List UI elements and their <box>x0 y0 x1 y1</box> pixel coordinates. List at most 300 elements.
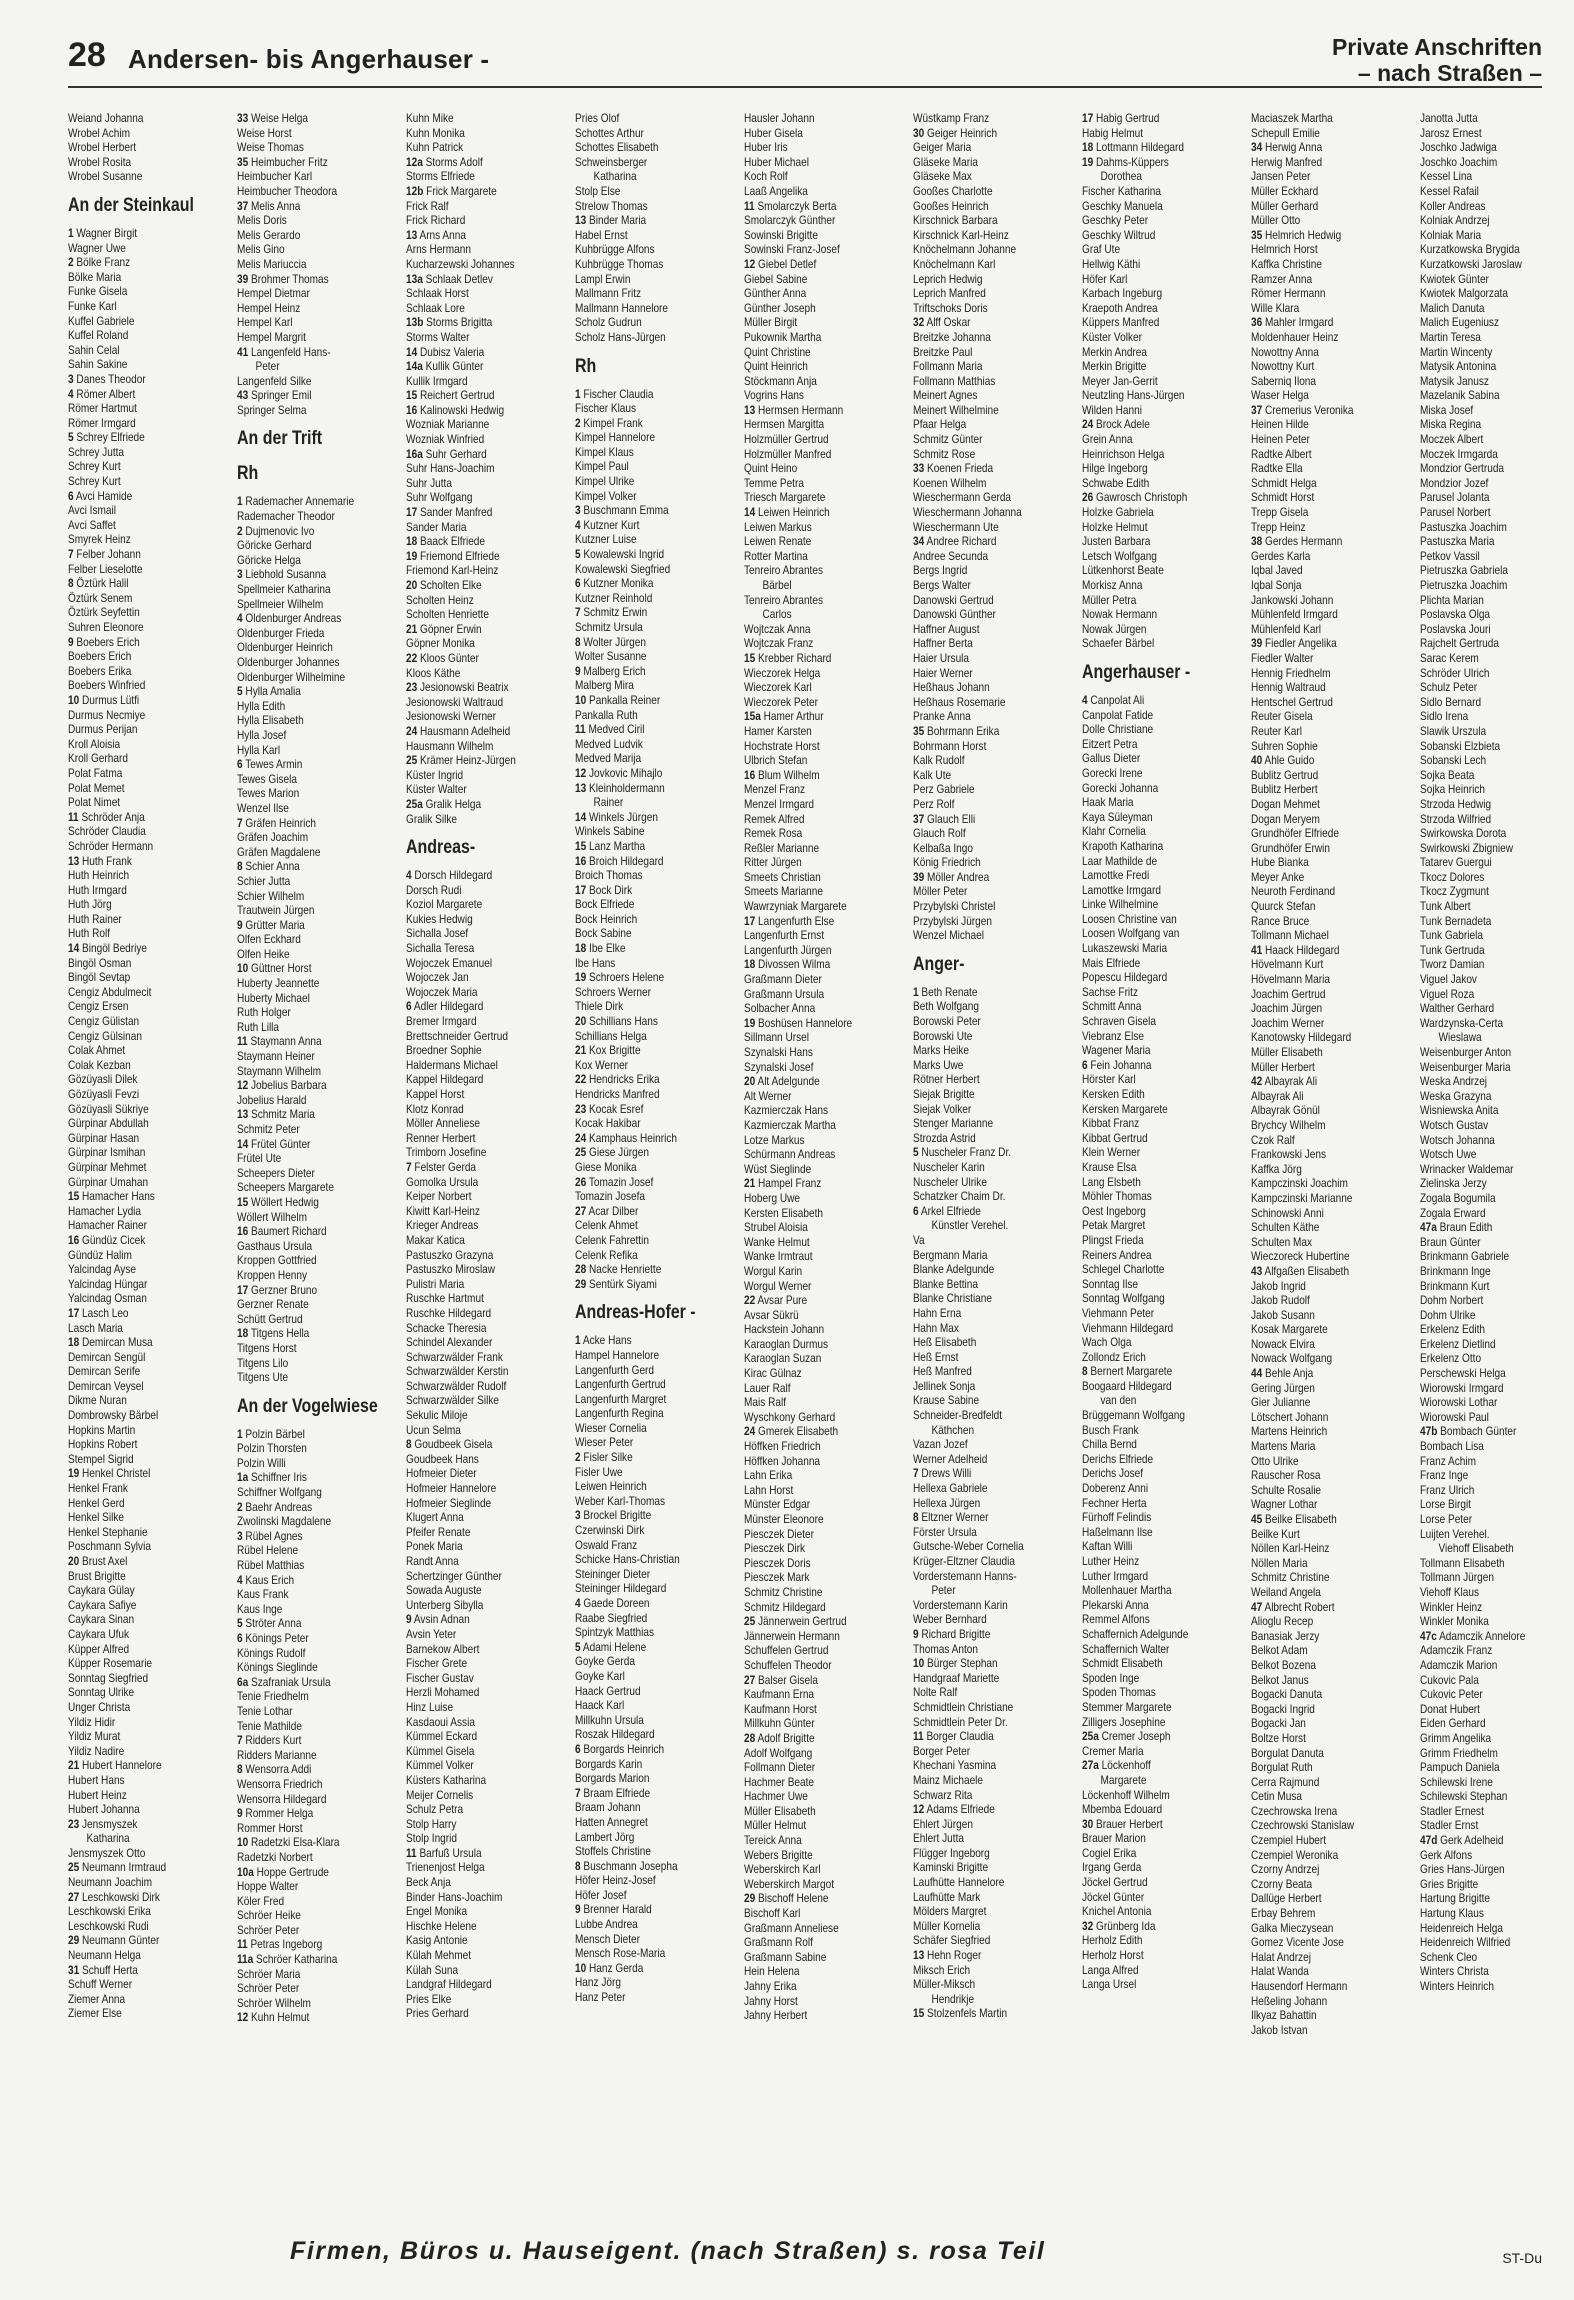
house-number: 3 <box>237 567 243 582</box>
resident-entry: 6 Arkel Elfriede <box>913 1203 981 1218</box>
resident-entry: Albayrak Gönül <box>1251 1103 1320 1118</box>
resident-entry: Gier Julianne <box>1251 1395 1311 1410</box>
street-heading: Rh <box>237 463 259 485</box>
resident-entry: 15 Wöllert Hedwig <box>237 1194 319 1209</box>
resident-entry: Caykara Safiye <box>68 1597 137 1612</box>
resident-entry: Dallüge Herbert <box>1251 1891 1322 1906</box>
resident-entry: 5 Kowalewski Ingrid <box>575 547 665 562</box>
resident-entry: Tereick Anna <box>744 1833 802 1848</box>
resident-entry: Bingöl Sevtap <box>68 970 131 985</box>
resident-entry: Hövelmann Maria <box>1251 972 1330 987</box>
resident-entry: Schulte Rosalie <box>1251 1482 1322 1497</box>
resident-entry: Nolte Ralf <box>913 1685 958 1700</box>
resident-entry: Mensch Rose-Maria <box>575 1946 666 1961</box>
house-number: 9 <box>575 1902 581 1917</box>
resident-entry: Wensorra Friedrich <box>237 1776 323 1791</box>
resident-entry: Kutzner Luise <box>575 532 637 547</box>
resident-entry: 18 Titgens Hella <box>237 1326 310 1341</box>
resident-entry: Tomazin Josefa <box>575 1189 646 1204</box>
resident-entry: Wöllert Wilhelm <box>237 1209 308 1224</box>
resident-entry: Suhr Jutta <box>406 475 452 490</box>
resident-entry: 10 Durmus Lütfi <box>68 692 140 707</box>
resident-entry: Danowski Günther <box>913 607 996 622</box>
house-number: 19 <box>406 548 418 563</box>
resident-entry: Oldenburger Frieda <box>237 625 325 640</box>
resident-entry: Nowack Elvira <box>1251 1336 1315 1351</box>
house-number: 12b <box>406 183 424 198</box>
section-title <box>1332 34 1542 86</box>
resident-entry: Plekarski Anna <box>1082 1597 1149 1612</box>
resident-entry: Meinert Wilhelmine <box>913 402 999 417</box>
resident-entry: Caykara Sinan <box>68 1612 135 1627</box>
resident-entry: 9 Grütter Maria <box>237 917 305 932</box>
resident-entry: 39 Möller Andrea <box>913 869 990 884</box>
resident-entry: Lamottke Fredi <box>1082 868 1150 883</box>
house-number: 19 <box>1082 154 1094 169</box>
house-number: 16 <box>575 853 587 868</box>
house-number: 9 <box>68 634 74 649</box>
resident-entry: Weise Thomas <box>237 140 304 155</box>
resident-entry: Pampuch Daniela <box>1420 1760 1500 1775</box>
resident-entry: Cogiel Erika <box>1082 1845 1137 1860</box>
resident-entry: Avsar Sükrü <box>744 1307 799 1322</box>
resident-entry: Höffken Friedrich <box>744 1439 821 1454</box>
resident-entry: Alt Werner <box>744 1088 792 1103</box>
resident-entry: 7 Gräfen Heinrich <box>237 815 317 830</box>
resident-entry: Stemmer Margarete <box>1082 1699 1172 1714</box>
resident-entry: Cetin Musa <box>1251 1789 1302 1804</box>
resident-entry: Hachmer Uwe <box>744 1789 808 1804</box>
resident-entry: Poschmann Sylvia <box>68 1539 151 1554</box>
resident-entry: Fischer Klaus <box>575 401 637 416</box>
house-number: 47c <box>1420 1628 1437 1643</box>
resident-entry: Koller Andreas <box>1420 198 1486 213</box>
resident-entry: Gürpinar Abdullah <box>68 1116 149 1131</box>
resident-entry: Stempel Sigrid <box>68 1451 134 1466</box>
house-number: 39 <box>913 869 925 884</box>
resident-entry: 8 Goudbeek Gisela <box>406 1437 493 1452</box>
resident-entry: Sidlo Bernard <box>1420 694 1482 709</box>
resident-entry: Viehmann Peter <box>1082 1305 1155 1320</box>
resident-entry: Höfer Josef <box>575 1887 627 1902</box>
house-number: 43 <box>1251 1263 1263 1278</box>
resident-entry: Kurzatkowska Brygida <box>1420 242 1520 257</box>
resident-entry: Möller Peter <box>913 884 968 899</box>
house-number: 39 <box>1251 636 1263 651</box>
house-number: 37 <box>913 811 925 826</box>
resident-entry: Joachim Jürgen <box>1251 1001 1323 1016</box>
resident-entry: 47 Albrecht Robert <box>1251 1599 1335 1614</box>
street-heading: Rh <box>575 355 597 377</box>
resident-entry: Wieser Peter <box>575 1435 634 1450</box>
resident-entry: 17 Bock Dirk <box>575 882 633 897</box>
resident-entry: Wojtczak Anna <box>744 621 811 636</box>
resident-entry: Wiorowski Paul <box>1420 1409 1489 1424</box>
resident-entry: 17 Lasch Leo <box>68 1305 129 1320</box>
resident-entry: Göricke Helga <box>237 552 301 567</box>
resident-entry: Fechner Herta <box>1082 1495 1147 1510</box>
resident-entry: Hellwig Käthi <box>1082 256 1141 271</box>
street-heading: Andreas-Hofer - <box>575 1302 696 1324</box>
resident-entry: Herholz Horst <box>1082 1948 1144 1963</box>
resident-entry: Breitzke Paul <box>913 344 973 359</box>
resident-entry: Melis Gerardo <box>237 227 301 242</box>
resident-entry: Gerdes Karla <box>1251 548 1311 563</box>
resident-entry: 18 Demircan Musa <box>68 1335 153 1350</box>
resident-entry: Müller Herbert <box>1251 1059 1315 1074</box>
resident-entry: 7 Braam Elfriede <box>575 1785 651 1800</box>
entry-continuation: Wieslawa <box>1438 1030 1482 1045</box>
resident-entry: Marks Heike <box>913 1043 970 1058</box>
resident-entry: Hausendorf Hermann <box>1251 1979 1348 1993</box>
resident-entry: 16 Gündüz Cicek <box>68 1232 146 1247</box>
resident-entry: Jesionowski Werner <box>406 709 497 724</box>
house-number: 13 <box>237 1107 249 1122</box>
resident-entry: Gries Hans-Jürgen <box>1420 1862 1505 1877</box>
resident-entry: Sonntag Wolfgang <box>1082 1291 1165 1306</box>
street-heading: Angerhauser - <box>1082 661 1191 683</box>
resident-entry: 6 Könings Peter <box>237 1631 309 1645</box>
resident-entry: Schlaak Horst <box>406 286 469 301</box>
resident-entry: Tunk Albert <box>1420 899 1471 914</box>
resident-entry: Mallmann Hannelore <box>575 300 669 315</box>
directory-column <box>406 111 540 2021</box>
resident-entry: 11 Borger Claudia <box>913 1729 994 1744</box>
resident-entry: Stolp Harry <box>406 1816 457 1831</box>
resident-entry: Henkel Frank <box>68 1481 128 1496</box>
resident-entry: Pankalla Ruth <box>575 707 638 722</box>
resident-entry: Römer Hartmut <box>68 401 137 416</box>
resident-entry: Haffner August <box>913 621 980 636</box>
resident-entry: Bingöl Osman <box>68 955 132 970</box>
resident-entry: Heßhaus Johann <box>913 680 990 695</box>
resident-entry: Schmidt Elisabeth <box>1082 1656 1163 1671</box>
resident-entry: Pukownik Martha <box>744 329 822 344</box>
resident-entry: Henkel Gerd <box>68 1495 125 1510</box>
resident-entry: Hartung Klaus <box>1420 1906 1484 1921</box>
resident-entry: Derichs Josef <box>1082 1466 1144 1481</box>
resident-entry: Tworz Damian <box>1420 957 1485 972</box>
resident-entry: Gürpinar Ismihan <box>68 1145 146 1160</box>
house-number: 23 <box>68 1816 80 1831</box>
resident-entry: 12 Adams Elfriede <box>913 1802 995 1817</box>
house-number: 25 <box>744 1614 756 1629</box>
resident-entry: Herholz Edith <box>1082 1933 1143 1948</box>
house-number: 2 <box>68 255 74 270</box>
resident-entry: Langa Alfred <box>1082 1962 1139 1977</box>
resident-entry: Höfer Karl <box>1082 271 1128 286</box>
resident-entry: Kanotowsky Hildegard <box>1251 1030 1352 1045</box>
resident-entry: Geiger Maria <box>913 140 972 155</box>
resident-entry: Köler Fred <box>237 1893 285 1908</box>
resident-entry: Grundhöfer Elfriede <box>1251 826 1339 841</box>
house-number: 8 <box>575 634 581 649</box>
resident-entry: Ritter Jürgen <box>744 855 802 870</box>
directory-column <box>237 111 378 2025</box>
resident-entry: Weber Bernhard <box>913 1612 987 1627</box>
resident-entry: Bublitz Gertrud <box>1251 767 1319 782</box>
resident-entry: Kibbat Gertrud <box>1082 1130 1148 1145</box>
resident-entry: Krüger-Eltzner Claudia <box>913 1554 1015 1568</box>
resident-entry: Malich Danuta <box>1420 300 1485 315</box>
house-number: 20 <box>744 1074 756 1089</box>
resident-entry: Lamottke Irmgard <box>1082 882 1161 897</box>
resident-entry: Linke Wilhelmine <box>1082 897 1159 912</box>
resident-entry: Hube Bianka <box>1251 855 1309 870</box>
resident-entry: Knöchelmann Johanne <box>913 242 1017 257</box>
resident-entry: Strozda Astrid <box>913 1130 976 1145</box>
resident-entry: Stenger Marianne <box>913 1116 994 1131</box>
resident-entry: 9 Malberg Erich <box>575 663 646 678</box>
resident-entry: Luijten Verehel. <box>1420 1526 1490 1541</box>
footer-notice: Firmen, Büros u. Hauseigent. (nach Straßen) s. rosa Teil <box>290 2237 1046 2265</box>
house-number: 36 <box>1251 315 1263 330</box>
resident-entry: Morkisz Anna <box>1082 578 1143 592</box>
house-number: 6 <box>1082 1057 1088 1072</box>
resident-entry: Schmitz Peter <box>237 1122 300 1136</box>
house-number: 11 <box>744 198 755 213</box>
house-number: 4 <box>575 517 581 532</box>
house-number: 18 <box>575 941 587 956</box>
resident-entry: Henkel Stephanie <box>68 1524 148 1539</box>
resident-entry: Swirkowska Dorota <box>1420 826 1507 841</box>
resident-entry: Hempel Dietmar <box>237 286 310 301</box>
resident-entry: Brettschneider Gertrud <box>406 1028 508 1043</box>
resident-entry: 8 Eltzner Werner <box>913 1510 989 1525</box>
resident-entry: Jakob Ingrid <box>1251 1278 1306 1293</box>
resident-entry: Waser Helga <box>1251 388 1309 403</box>
house-number: 8 <box>237 1762 243 1777</box>
resident-entry: Nowak Hermann <box>1082 607 1158 622</box>
resident-entry: Dorsch Rudi <box>406 882 462 897</box>
resident-entry: Schmidt Helga <box>1251 475 1317 490</box>
resident-entry: Kuhbrügge Thomas <box>575 256 664 271</box>
resident-entry: Lötschert Johann <box>1251 1409 1329 1424</box>
house-number: 15 <box>913 2006 925 2021</box>
resident-entry: Heß Ernst <box>913 1349 959 1364</box>
house-number: 7 <box>575 605 581 620</box>
resident-entry: Hahn Erna <box>913 1305 962 1320</box>
house-number: 14 <box>575 809 587 824</box>
resident-entry: Sowada Auguste <box>406 1583 482 1598</box>
resident-entry: Czechrowski Stanislaw <box>1251 1818 1355 1833</box>
house-number: 10 <box>575 692 587 707</box>
resident-entry: Jellinek Sonja <box>913 1378 976 1393</box>
house-number: 19 <box>575 970 587 985</box>
house-number: 27 <box>68 1889 80 1904</box>
resident-entry: Ziemer Else <box>68 2006 122 2021</box>
resident-entry: Smeets Marianne <box>744 884 823 899</box>
entry-continuation: Peter <box>931 1583 956 1598</box>
resident-entry: Avsin Yeter <box>406 1626 457 1641</box>
resident-entry: Wieczoreck Hubertine <box>1251 1249 1350 1264</box>
resident-entry: Blanke Bettina <box>913 1276 979 1291</box>
resident-entry: Stadler Ernst <box>1420 1818 1479 1833</box>
resident-entry: Marks Uwe <box>913 1057 964 1072</box>
resident-entry: Weber Karl-Thomas <box>575 1493 666 1508</box>
resident-entry: Weska Andrzej <box>1420 1074 1488 1089</box>
resident-entry: 32 Grünberg Ida <box>1082 1918 1156 1933</box>
resident-entry: Oldenburger Wilhelmine <box>237 669 346 684</box>
resident-entry: 2 Fisler Silke <box>575 1450 633 1465</box>
resident-entry: 39 Brohmer Thomas <box>237 271 329 286</box>
resident-entry: Huth Rolf <box>68 926 111 941</box>
resident-entry: Hennig Friedhelm <box>1251 665 1331 680</box>
directory-column <box>1420 111 1542 1994</box>
resident-entry: Karbach Ingeburg <box>1082 286 1163 301</box>
house-number: 21 <box>406 621 418 636</box>
resident-entry: Nöllen Maria <box>1251 1555 1308 1570</box>
resident-entry: Viehoff Klaus <box>1420 1584 1480 1599</box>
resident-entry: Goudbeek Hans <box>406 1451 479 1466</box>
resident-entry: Zogala Erward <box>1420 1205 1486 1220</box>
house-number: 22 <box>744 1293 756 1308</box>
house-number: 14 <box>744 505 756 520</box>
house-number: 2 <box>575 415 581 430</box>
house-number: 6a <box>237 1674 249 1689</box>
resident-entry: Quint Heinrich <box>744 359 808 374</box>
resident-entry: Schwarzwälder Kerstin <box>406 1364 509 1379</box>
resident-entry: Derichs Elfriede <box>1082 1451 1154 1466</box>
resident-entry: Polzin Thorsten <box>237 1441 307 1456</box>
resident-entry: Wilden Hanni <box>1082 402 1142 417</box>
resident-entry: Laar Mathilde de <box>1082 853 1158 868</box>
resident-entry: 13 Schmitz Maria <box>237 1107 315 1122</box>
resident-entry: Menzel Franz <box>744 782 806 797</box>
resident-entry: Küsters Katharina <box>406 1772 487 1787</box>
resident-entry: Pfeifer Renate <box>406 1524 471 1539</box>
house-number: 16 <box>237 1224 249 1239</box>
resident-entry: Va <box>913 1232 925 1247</box>
resident-entry: Follmann Dieter <box>744 1760 816 1775</box>
resident-entry: 13 Hermsen Hermann <box>744 402 844 417</box>
section-title-line1: Private Anschriften <box>1331 34 1542 60</box>
resident-entry: Demircan Sengül <box>68 1349 146 1364</box>
resident-entry: Radtke Ella <box>1251 461 1303 476</box>
resident-entry: Hamacher Lydia <box>68 1203 142 1218</box>
resident-entry: 9 Rommer Helga <box>237 1806 314 1821</box>
resident-entry: Storms Walter <box>406 329 470 344</box>
house-number: 11 <box>913 1729 924 1744</box>
resident-entry: Hoppe Walter <box>237 1879 299 1894</box>
entry-continuation: van den <box>1100 1393 1137 1408</box>
resident-entry: Kümmel Gisela <box>406 1743 475 1758</box>
resident-entry: Keiper Norbert <box>406 1189 472 1204</box>
resident-entry: Hamer Karsten <box>744 723 812 738</box>
resident-entry: Lahn Erika <box>744 1468 793 1483</box>
resident-entry: 21 Hampel Franz <box>744 1176 822 1191</box>
resident-entry: Strzoda Hedwig <box>1420 796 1492 811</box>
resident-entry: Hausmann Wilhelm <box>406 738 494 753</box>
resident-entry: 16a Suhr Gerhard <box>406 446 487 461</box>
resident-entry: Friemond Karl-Heinz <box>406 563 499 578</box>
resident-entry: Wardzynska-Certa <box>1420 1015 1504 1030</box>
page-range-title: Andersen- bis Angerhauser - <box>128 44 490 74</box>
resident-entry: Slawik Urszula <box>1420 723 1487 738</box>
resident-entry: Küpper Rosemarie <box>68 1656 153 1671</box>
resident-entry: 1 Polzin Bärbel <box>237 1426 305 1441</box>
resident-entry: 42 Albayrak Ali <box>1251 1074 1318 1089</box>
resident-entry: Bergs Ingrid <box>913 563 968 578</box>
resident-entry: 47a Braun Edith <box>1420 1220 1493 1235</box>
resident-entry: Cukovic Pala <box>1420 1672 1479 1687</box>
resident-entry: Bock Elfriede <box>575 897 635 912</box>
resident-entry: Hopkins Martin <box>68 1422 136 1437</box>
resident-entry: Koenen Wilhelm <box>913 475 987 490</box>
resident-entry: 29 Sentürk Siyami <box>575 1276 657 1291</box>
resident-entry: Bogacki Danuta <box>1251 1687 1323 1702</box>
resident-entry: Gräfen Joachim <box>237 830 309 845</box>
resident-entry: 23 Kocak Esref <box>575 1101 644 1116</box>
resident-entry: Lotze Markus <box>744 1132 805 1147</box>
resident-entry: 3 Buschmann Emma <box>575 503 669 518</box>
resident-entry: Brinkmann Gabriele <box>1420 1249 1510 1264</box>
resident-entry: Henkel Silke <box>68 1510 125 1525</box>
resident-entry: Hubert Hans <box>68 1772 125 1787</box>
resident-entry: 20 Brust Axel <box>68 1554 128 1568</box>
resident-entry: Öztürk Senem <box>68 590 133 605</box>
resident-entry: Schrey Kurt <box>68 474 121 489</box>
resident-entry: Schaffernich Walter <box>1082 1641 1170 1656</box>
resident-entry: Hachmer Beate <box>744 1774 815 1789</box>
resident-entry: Geschky Wiltrud <box>1082 227 1156 242</box>
resident-entry: 6 Adler Hildegard <box>406 999 484 1014</box>
house-number: 35 <box>1251 227 1263 242</box>
resident-entry: 1 Beth Renate <box>913 984 978 999</box>
resident-entry: Mühlenfeld Irmgard <box>1251 607 1338 622</box>
resident-entry: Funke Gisela <box>68 284 128 299</box>
resident-entry: Schatzker Chaim Dr. <box>913 1189 1006 1204</box>
resident-entry: Kaufmann Horst <box>744 1701 817 1716</box>
resident-entry: Hamacher Rainer <box>68 1218 147 1233</box>
resident-entry: Tollmann Michael <box>1251 928 1329 943</box>
resident-entry: Knöchelmann Karl <box>913 256 996 271</box>
resident-entry: Mbemba Edouard <box>1082 1802 1163 1817</box>
resident-entry: Fürhoff Felindis <box>1082 1510 1152 1525</box>
resident-entry: Olfen Heike <box>237 946 290 961</box>
resident-entry: Rotter Martina <box>744 548 808 563</box>
resident-entry: Kessel Rafail <box>1420 183 1479 198</box>
resident-entry: Fischer Gustav <box>406 1670 474 1685</box>
resident-entry: Wiorowski Irmgard <box>1420 1380 1504 1395</box>
resident-entry: Dohm Ulrike <box>1420 1307 1476 1322</box>
house-number: 8 <box>68 576 74 591</box>
house-number: 24 <box>744 1424 756 1439</box>
resident-entry: Kuhn Mike <box>406 111 454 125</box>
section-title-line2: – nach Straßen – <box>1357 60 1542 86</box>
house-number: 6 <box>406 999 412 1014</box>
resident-entry: Viguel Roza <box>1420 986 1475 1001</box>
house-number: 16 <box>406 402 418 417</box>
resident-entry: Temme Petra <box>744 475 804 490</box>
resident-entry: Wiorowski Lothar <box>1420 1395 1498 1410</box>
resident-entry: Leschkowski Erika <box>68 1904 151 1919</box>
resident-entry: Gürpinar Mehmet <box>68 1159 147 1174</box>
resident-entry: Tollmann Elisabeth <box>1420 1555 1505 1570</box>
resident-entry: Demircan Serife <box>68 1364 141 1379</box>
resident-entry: Trautwein Jürgen <box>237 903 315 918</box>
resident-entry: Boebers Erich <box>68 649 132 664</box>
resident-entry: Jakob Susann <box>1251 1307 1315 1322</box>
resident-entry: 18 Lottmann Hildegard <box>1082 140 1185 155</box>
resident-entry: Celenk Refika <box>575 1247 638 1262</box>
house-number: 33 <box>237 111 249 125</box>
resident-entry: Staymann Wilhelm <box>237 1063 322 1078</box>
resident-entry: Czorny Beata <box>1251 1876 1313 1891</box>
resident-entry: Schröder Hermann <box>68 838 154 853</box>
resident-entry: Suhren Sophie <box>1251 738 1318 753</box>
resident-entry: 14 Bingöl Bedriye <box>68 941 148 956</box>
